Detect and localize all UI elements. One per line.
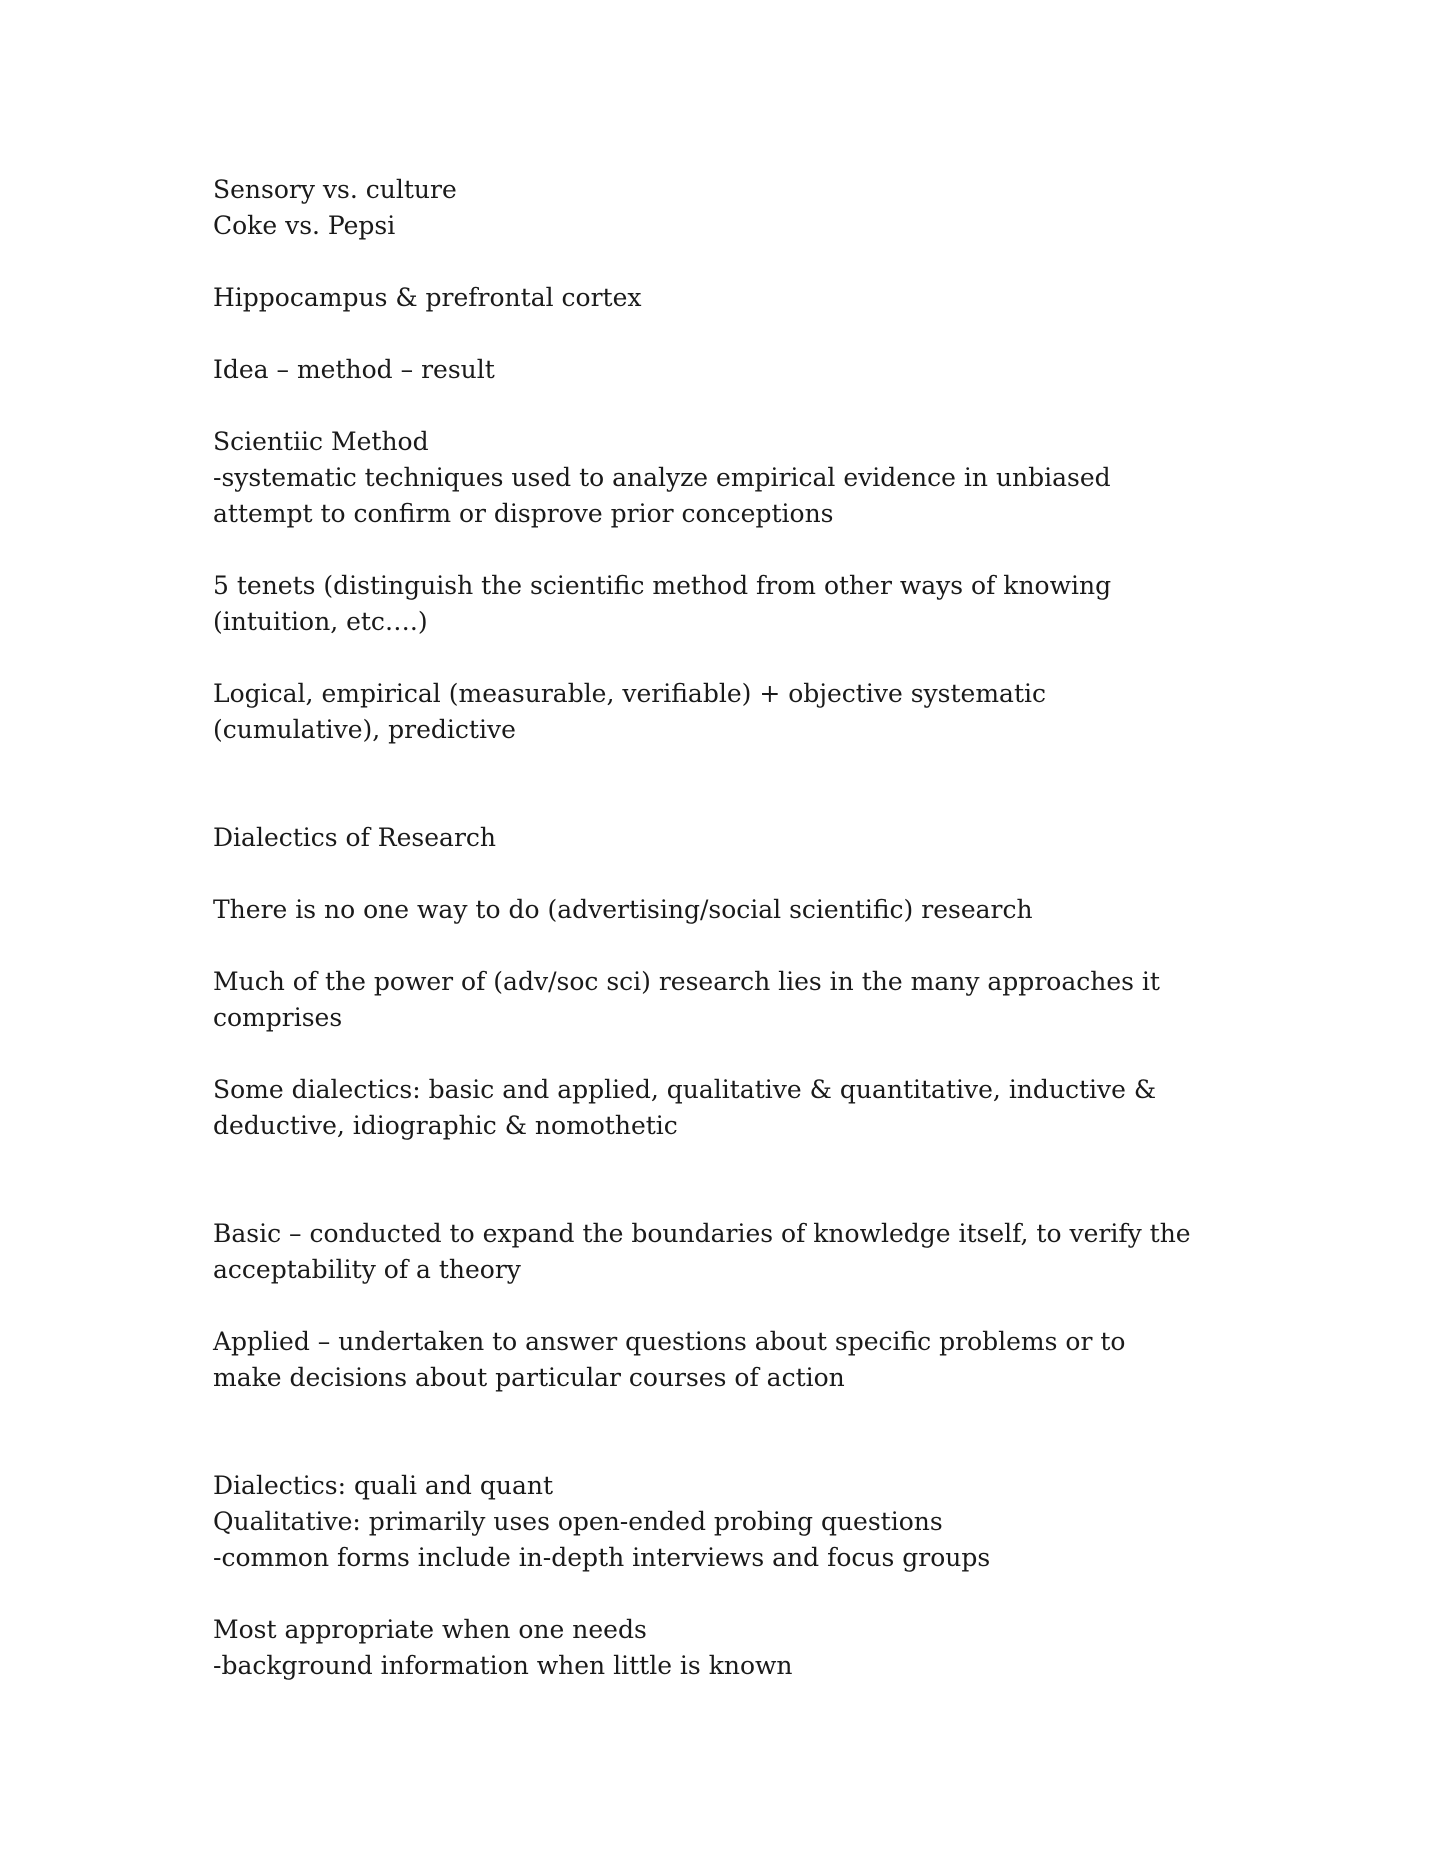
paragraph-quali-quant xyxy=(213,1468,1253,1576)
text-line: -systematic techniques used to analyze empirical evidence in unbiased xyxy=(213,463,1111,492)
text-line: Applied – undertaken to answer questions about specific problems or to xyxy=(213,1327,1126,1356)
paragraph-applied xyxy=(213,1324,1253,1396)
paragraph-power-of-research xyxy=(213,964,1253,1036)
text-line: (cumulative), predictive xyxy=(213,715,516,744)
section-heading: Scientiic Method xyxy=(213,427,429,456)
document-body xyxy=(213,172,1253,1720)
text-line: comprises xyxy=(213,1003,343,1032)
text-line: Most appropriate when one needs xyxy=(213,1615,647,1644)
paragraph-idea-method-result xyxy=(213,352,1253,388)
paragraph-scientific-method xyxy=(213,424,1253,532)
paragraph-tenets-list xyxy=(213,676,1253,748)
text-line: Qualitative: primarily uses open-ended probing questions xyxy=(213,1507,943,1536)
paragraph-hippocampus xyxy=(213,280,1253,316)
text-line: -background information when little is known xyxy=(213,1651,793,1680)
text-line: deductive, idiographic & nomothetic xyxy=(213,1111,678,1140)
text-line: There is no one way to do (advertising/social scientific) research xyxy=(213,895,1033,924)
section-heading: Dialectics: quali and quant xyxy=(213,1471,554,1500)
paragraph-basic xyxy=(213,1216,1253,1288)
text-line: -common forms include in-depth interviews and focus groups xyxy=(213,1543,991,1572)
text-line: acceptability of a theory xyxy=(213,1255,521,1284)
text-line: attempt to confirm or disprove prior conceptions xyxy=(213,499,834,528)
text-line: (intuition, etc….) xyxy=(213,607,428,636)
paragraph-some-dialectics xyxy=(213,1072,1253,1144)
text-line: Hippocampus & prefrontal cortex xyxy=(213,283,642,312)
paragraph-five-tenets xyxy=(213,568,1253,640)
text-line: Basic – conducted to expand the boundaries of knowledge itself, to verify the xyxy=(213,1219,1191,1248)
paragraph-sensory xyxy=(213,172,1253,244)
text-line: Much of the power of (adv/soc sci) research lies in the many approaches it xyxy=(213,967,1160,996)
text-line: Some dialectics: basic and applied, qualitative & quantitative, inductive & xyxy=(213,1075,1157,1104)
paragraph-dialectics-heading xyxy=(213,820,1253,856)
text-line: Idea – method – result xyxy=(213,355,495,384)
text-line: Coke vs. Pepsi xyxy=(213,211,396,240)
section-heading: Dialectics of Research xyxy=(213,823,497,852)
paragraph-no-one-way xyxy=(213,892,1253,928)
text-line: 5 tenets (distinguish the scientific method from other ways of knowing xyxy=(213,571,1112,600)
text-line: Sensory vs. culture xyxy=(213,175,457,204)
text-line: make decisions about particular courses of action xyxy=(213,1363,845,1392)
paragraph-most-appropriate xyxy=(213,1612,1253,1684)
text-line: Logical, empirical (measurable, verifiable) + objective systematic xyxy=(213,679,1046,708)
